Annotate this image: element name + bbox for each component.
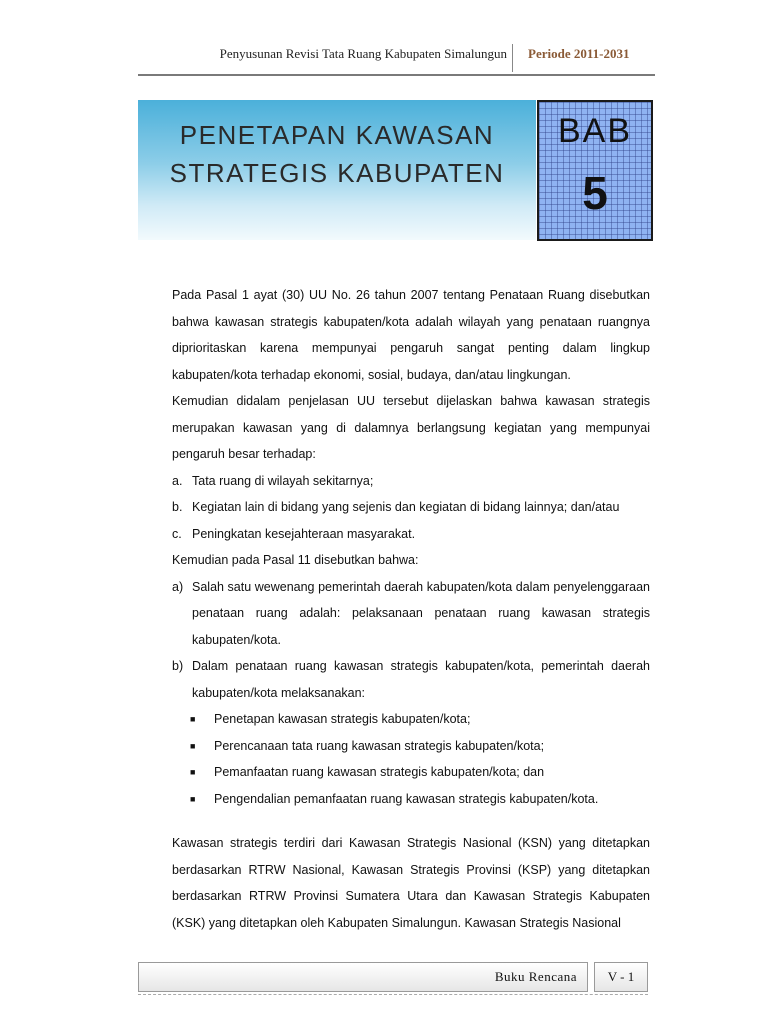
paragraph: Kemudian pada Pasal 11 disebutkan bahwa: — [172, 553, 419, 567]
paragraph: Pada Pasal 1 ayat (30) UU No. 26 tahun 2007 tentang Penataan Ruang disebutkan bahwa kawasan strategis kabupaten/kota adalah wilayah yang penataan ruangnya diprioritaskan karena mempunyai pengaruh sangat penting dalam lingkup kabupaten/kota terhadap ekonomi, sosial, budaya, dan/atau lingkungan. — [172, 288, 650, 382]
list-item — [172, 653, 650, 706]
list-item — [172, 521, 650, 548]
bullet-icon: ■ — [190, 714, 196, 724]
bullet-item — [172, 706, 650, 733]
book-name: Buku Rencana — [494, 969, 577, 984]
bullet-item — [172, 786, 650, 813]
chapter-body — [172, 282, 650, 936]
document-period: Periode 2011-2031 — [528, 46, 630, 61]
header-separator — [512, 44, 513, 72]
list-marker: c. — [172, 526, 182, 541]
paragraph: Kawasan strategis terdiri dari Kawasan Strategis Nasional (KSN) yang ditetapkan berdasarkan RTRW Nasional, Kawasan Strategis Provinsi (KSP) yang ditetapkan berdasarkan RTRW Provinsi Sumatera Utara dan Kawasan Strategis Kabupaten (KSK) yang ditetapkan oleh Kabupaten Simalungun. Kawasan Strategis Nasional — [172, 836, 650, 930]
footer-divider — [138, 994, 648, 995]
list-item-text: Peningkatan kesejahteraan masyarakat. — [192, 526, 416, 541]
bab-number: 5 — [582, 167, 608, 219]
paragraph-spacer — [172, 812, 650, 830]
chapter-title-line-2: STRATEGIS KABUPATEN — [169, 158, 505, 188]
list-item-text: Kegiatan lain di bidang yang sejenis dan kegiatan di bidang lainnya; dan/atau — [192, 500, 620, 514]
paragraph: Kemudian didalam penjelasan UU tersebut dijelaskan bahwa kawasan strategis merupakan kawasan yang di dalamnya berlangsung kegiatan yang mempunyai pengaruh besar terhadap: — [172, 394, 650, 461]
bullet-icon: ■ — [190, 740, 196, 751]
list-marker: b. — [172, 500, 183, 514]
list-item-text: Tata ruang di wilayah sekitarnya; — [192, 473, 374, 488]
list-item — [172, 574, 650, 654]
bullet-text: Penetapan kawasan strategis kabupaten/kota; — [214, 712, 471, 726]
chapter-title-line-1: PENETAPAN KAWASAN — [179, 120, 495, 150]
bab-label: BAB — [557, 112, 633, 150]
page-header — [138, 38, 655, 76]
list-item — [172, 468, 650, 495]
bullet-icon: ■ — [190, 793, 196, 804]
list-item-text: Salah satu wewenang pemerintah daerah kabupaten/kota dalam penyelenggaraan penataan ruang adalah: pelaksanaan penataan ruang kawasan strategis kabupaten/kota. — [192, 579, 650, 647]
chapter-banner — [138, 100, 536, 240]
chapter-number-box — [537, 100, 653, 241]
document-title: Penyusunan Revisi Tata Ruang Kabupaten Simalungun — [219, 46, 507, 61]
footer-book-box — [138, 962, 588, 992]
list-item-text: Dalam penataan ruang kawasan strategis kabupaten/kota, pemerintah daerah kabupaten/kota melaksanakan: — [192, 659, 650, 700]
bullet-text: Perencanaan tata ruang kawasan strategis kabupaten/kota; — [214, 738, 545, 753]
bullet-item — [172, 733, 650, 760]
list-marker: a. — [172, 473, 183, 488]
list-marker: a) — [172, 579, 184, 594]
bullet-text: Pemanfaatan ruang kawasan strategis kabupaten/kota; dan — [214, 765, 545, 779]
bullet-text: Pengendalian pemanfaatan ruang kawasan strategis kabupaten/kota. — [214, 791, 599, 806]
bullet-item — [172, 759, 650, 786]
list-marker: b) — [172, 659, 184, 673]
page-footer — [138, 962, 648, 992]
list-item — [172, 494, 650, 521]
footer-page-box — [594, 962, 648, 992]
page-number: V - 1 — [607, 969, 635, 984]
bullet-icon: ■ — [190, 767, 196, 777]
